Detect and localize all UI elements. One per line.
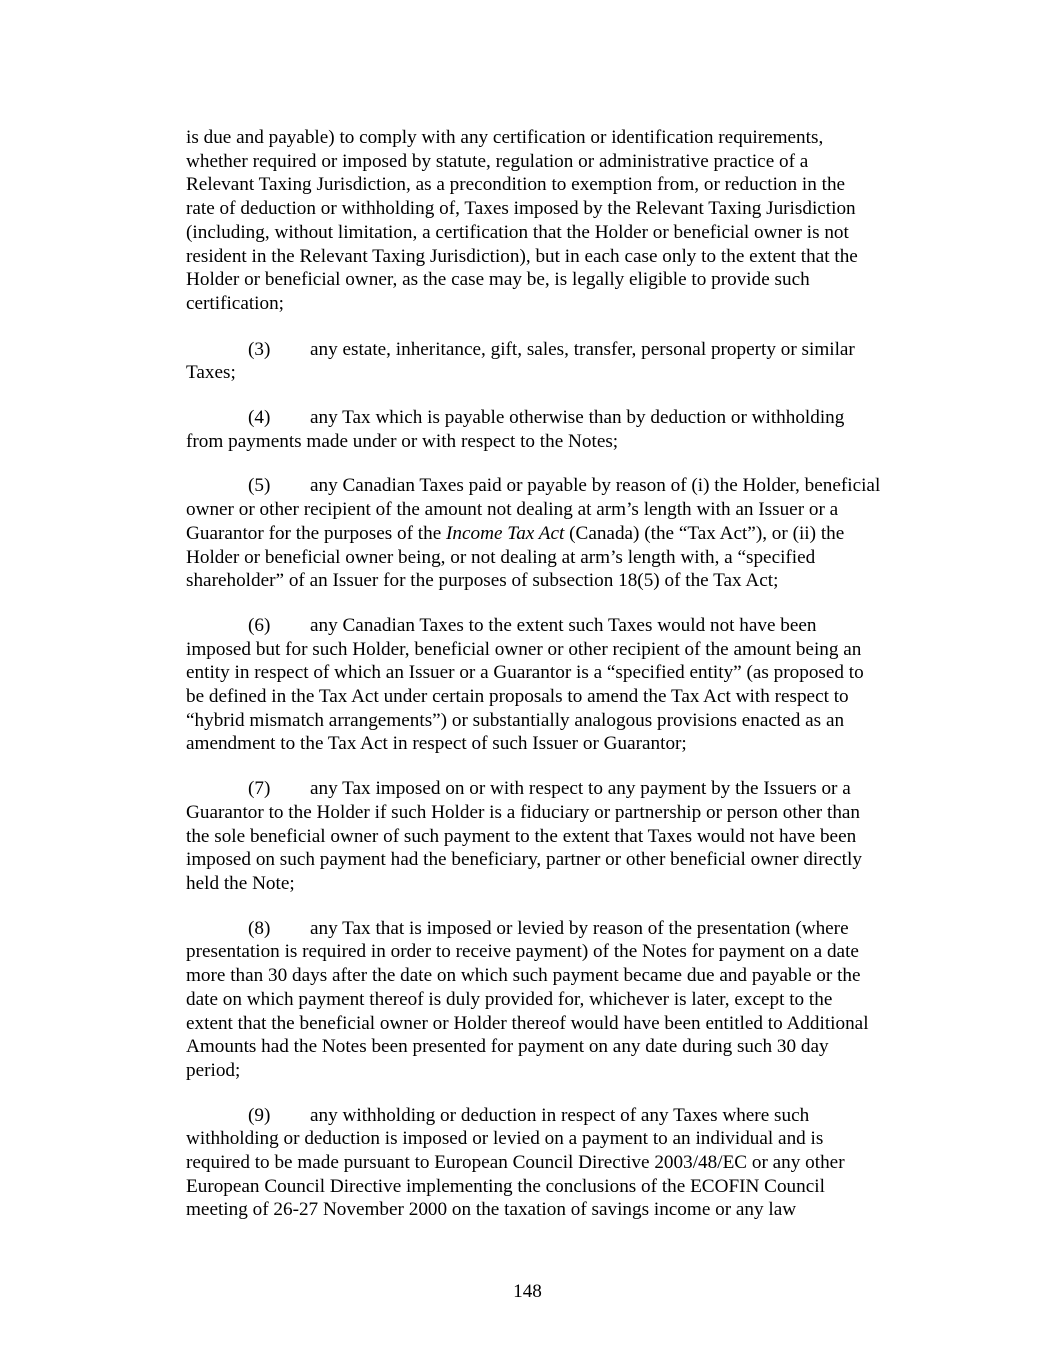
item-text-before-italic: any Canadian Taxes paid or payable by reason of (i) the Holder, beneficial owner or other recipient of the amount not dealing at arm’s length with an Issuer or a Guarantor for the purposes of the <box>186 475 881 544</box>
item-text: any Tax which is payable otherwise than by deduction or withholding from payments made under or with respect to the Notes; <box>186 407 845 452</box>
item-number: (8) <box>248 917 271 939</box>
continuation-paragraph: is due and payable) to comply with any certification or identification requirements, whether required or imposed by statute, regulation or administrative practice of a Relevant Taxing Jurisdiction, as a precondition to exemption from, or reduction in the rate of deduction or withholding of, Taxes imposed by the Relevant Taxing Jurisdiction (including, without limitation, a certification that the Holder or beneficial owner is not resident in the Relevant Taxing Jurisdiction), but in each case only to the extent that the Holder or beneficial owner, as the case may be, is legally eligible to provide such certification; <box>186 127 858 314</box>
item-text: any Tax imposed on or with respect to any payment by the Issuers or a Guarantor to the Holder if such Holder is a fiduciary or partnership or person other than the sole beneficial owner of such payment to the extent that Taxes would not have been imposed on such payment had the beneficiary, partner or other beneficial owner directly held the Note; <box>186 778 862 894</box>
list-item-8 <box>186 917 931 1083</box>
list-item-5 <box>186 474 931 593</box>
item-text: any Canadian Taxes to the extent such Taxes would not have been imposed but for such Holder, beneficial owner or other recipient of the amount being an entity in respect of which an Issuer or a Guarantor is a “specified entity” (as proposed to be defined in the Tax Act under certain proposals to amend the Tax Act with respect to “hybrid mismatch arrangements”) or substantially analogous provisions enacted as an amendment to the Tax Act in respect of such Issuer or Guarantor; <box>186 614 864 755</box>
list-item-9 <box>186 1104 931 1223</box>
item-text-after-italic: (Canada) (the “Tax Act”), or (ii) the Holder or beneficial owner being, or not dealing at arm’s length with, a “specified shareholder” of an Issuer for the purposes of subsection 18(5) of the Tax Act; <box>186 522 845 592</box>
document-body <box>186 126 931 1243</box>
page-number: 148 <box>513 1281 542 1302</box>
item-text: any Tax that is imposed or levied by reason of the presentation (where presentation is required in order to receive payment) of the Notes for payment on a date more than 30 days after the date on which such payment became due and payable or the date on which payment thereof is duly provided for, whichever is later, except to the extent that the beneficial owner or Holder thereof would have been entitled to Additional Amounts had the Notes been presented for payment on any date during such 30 day period; <box>186 917 869 1081</box>
item-text: any withholding or deduction in respect of any Taxes where such withholding or deduction is imposed or levied on a payment to an individual and is required to be made pursuant to European Council Directive 2003/48/EC or any other European Council Directive implementing the conclusions of the ECOFIN Council meeting of 26-27 November 2000 on the taxation of savings income or any law <box>186 1104 845 1221</box>
item-italic-title: Income Tax Act <box>446 522 565 544</box>
item-number: (4) <box>248 407 271 429</box>
list-item-7 <box>186 777 931 896</box>
item-number: (9) <box>248 1104 271 1126</box>
item-text: any estate, inheritance, gift, sales, transfer, personal property or similar Taxes; <box>186 338 855 384</box>
item-number: (6) <box>248 614 271 636</box>
list-item-6 <box>186 614 931 756</box>
item-number: (5) <box>248 475 271 497</box>
list-item-3 <box>186 338 931 385</box>
list-item-4 <box>186 406 931 453</box>
item-number: (3) <box>248 338 271 360</box>
item-number: (7) <box>248 778 271 800</box>
